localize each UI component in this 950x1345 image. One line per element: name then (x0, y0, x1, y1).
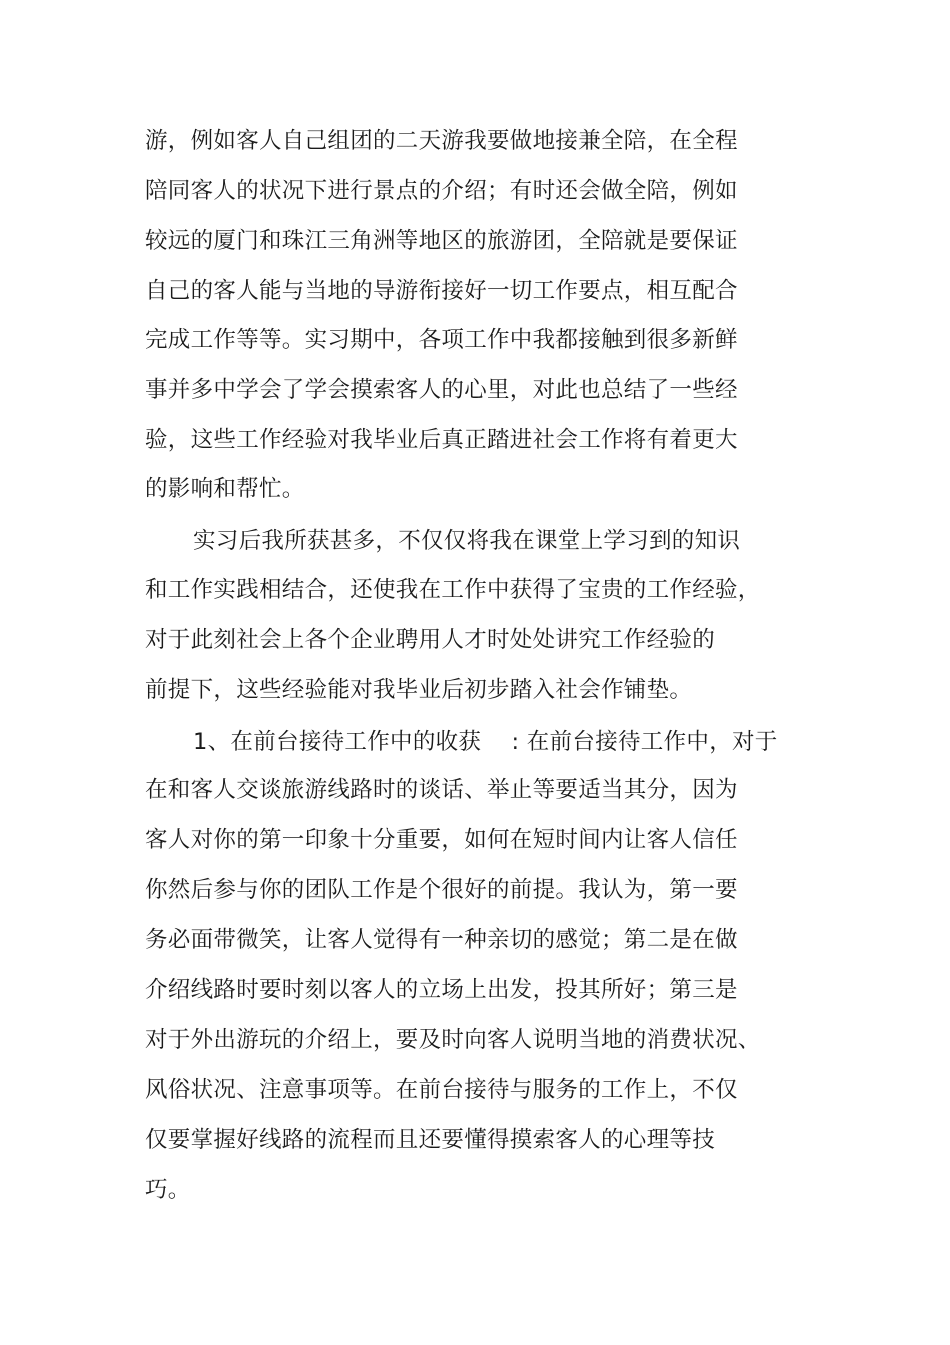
paragraph-start: 实习后我所获甚多，不仅仅将我在课堂上学习到的知识 (193, 528, 741, 554)
text-line: 事并多中学会了学会摸索客人的心里，对此也总结了一些经 (145, 377, 738, 403)
text-line: 完成工作等等。实习期中，各项工作中我都接触到很多新鲜 (145, 327, 738, 353)
text-line: 陪同客人的状况下进行景点的介绍；有时还会做全陪，例如 (145, 178, 738, 204)
text-line: 前提下，这些经验能对我毕业后初步踏入社会作铺垫。 (145, 677, 693, 703)
text-line: 在和客人交谈旅游线路时的谈话、举止等要适当其分，因为 (145, 777, 738, 803)
text-line: 务必面带微笑，让客人觉得有一种亲切的感觉；第二是在做 (145, 927, 738, 953)
text-line: 巧。 (145, 1177, 191, 1203)
text-line: 介绍线路时要时刻以客人的立场上出发，投其所好；第三是 (145, 977, 738, 1003)
text-line: 客人对你的第一印象十分重要，如何在短时间内让客人信任 (145, 827, 738, 853)
text-line: 自己的客人能与当地的导游衔接好一切工作要点，相互配合 (145, 278, 738, 304)
text-line: 的影响和帮忙。 (145, 476, 305, 502)
text-line: 和工作实践相结合，还使我在工作中获得了宝贵的工作经验， (145, 577, 761, 603)
numbered-paragraph-start: 1、在前台接待工作中的收获 : 在前台接待工作中，对于 (193, 729, 778, 755)
text-line: 对于外出游玩的介绍上，要及时向客人说明当地的消费状况、 (145, 1027, 761, 1053)
text-line: 较远的厦门和珠江三角洲等地区的旅游团，全陪就是要保证 (145, 228, 738, 254)
text-line: 验，这些工作经验对我毕业后真正踏进社会工作将有着更大 (145, 427, 738, 453)
text-line: 对于此刻社会上各个企业聘用人才时处处讲究工作经验的 (145, 627, 716, 653)
text-line: 你然后参与你的团队工作是个很好的前提。我认为，第一要 (145, 877, 738, 903)
text-line: 仅要掌握好线路的流程而且还要懂得摸索客人的心理等技 (145, 1127, 716, 1153)
text-line: 风俗状况、注意事项等。在前台接待与服务的工作上，不仅 (145, 1077, 738, 1103)
text-line: 游，例如客人自己组团的二天游我要做地接兼全陪，在全程 (145, 128, 738, 154)
